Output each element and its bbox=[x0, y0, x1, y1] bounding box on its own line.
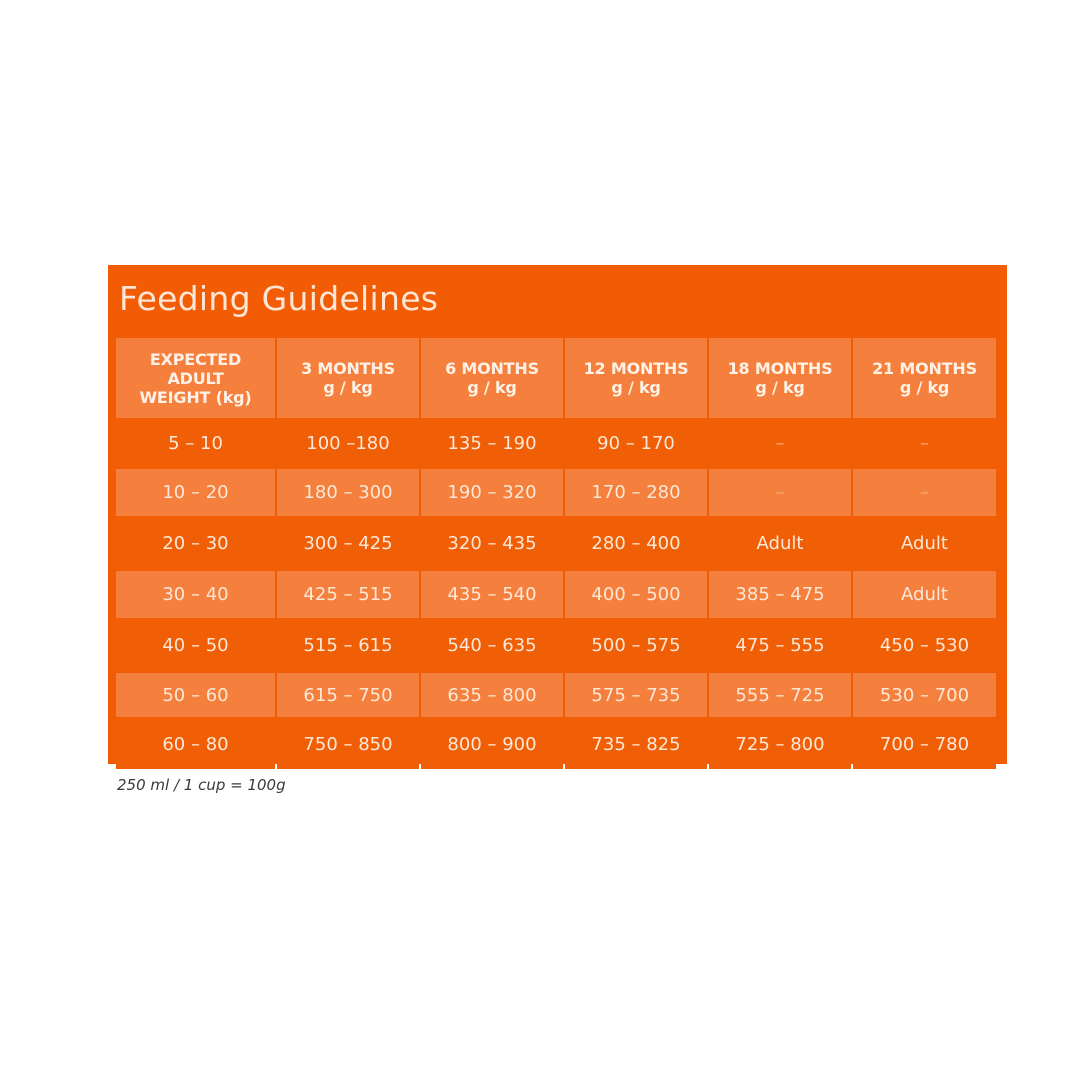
table-row-weight-cell: 30 – 40 bbox=[116, 571, 275, 618]
table-row-weight-cell: 50 – 60 bbox=[116, 673, 275, 717]
table-header-cell bbox=[709, 338, 851, 418]
table-header-line: 12 MONTHS bbox=[583, 359, 689, 378]
table-header-cell bbox=[421, 338, 563, 418]
table-header-line: g / kg bbox=[899, 378, 950, 397]
table-header-line: g / kg bbox=[323, 378, 373, 397]
table-cell: 635 – 800 bbox=[421, 673, 563, 717]
table-header-cell bbox=[116, 338, 275, 418]
table-header-cell bbox=[565, 338, 707, 418]
table-header-line: g / kg bbox=[611, 378, 661, 397]
table-cell: 575 – 735 bbox=[565, 673, 707, 717]
table-cell: 555 – 725 bbox=[709, 673, 851, 717]
table-cell: 400 – 500 bbox=[565, 571, 707, 618]
table-row-weight-cell: 5 – 10 bbox=[116, 420, 275, 467]
table-row-weight-cell: 60 – 80 bbox=[116, 719, 275, 769]
table-cell: 190 – 320 bbox=[421, 469, 563, 516]
table-header-line: 21 MONTHS bbox=[872, 359, 977, 378]
table-cell: 475 – 555 bbox=[709, 620, 851, 671]
table-header-line: ADULT bbox=[167, 368, 224, 388]
table-cell: – bbox=[709, 420, 851, 467]
feeding-guidelines-panel bbox=[108, 265, 1007, 764]
table-cell: 385 – 475 bbox=[709, 571, 851, 618]
table-header-line: 6 MONTHS bbox=[445, 359, 539, 378]
table-cell: Adult bbox=[853, 518, 996, 569]
table-cell: 750 – 850 bbox=[277, 719, 419, 769]
table-header-line: WEIGHT (kg) bbox=[139, 387, 252, 407]
table-cell: 450 – 530 bbox=[853, 620, 996, 671]
table-header-line: EXPECTED bbox=[149, 349, 242, 369]
table-cell: Adult bbox=[709, 518, 851, 569]
panel-title: Feeding Guidelines bbox=[119, 279, 439, 318]
table-cell: 180 – 300 bbox=[277, 469, 419, 516]
table-cell: 280 – 400 bbox=[565, 518, 707, 569]
table-header-line: g / kg bbox=[467, 378, 517, 397]
table-cell: 530 – 700 bbox=[853, 673, 996, 717]
table-header-line: 3 MONTHS bbox=[301, 359, 395, 378]
table-cell: 800 – 900 bbox=[421, 719, 563, 769]
table-cell: – bbox=[853, 469, 996, 516]
table-cell: 300 – 425 bbox=[277, 518, 419, 569]
table-cell: 435 – 540 bbox=[421, 571, 563, 618]
table-cell: 540 – 635 bbox=[421, 620, 563, 671]
table-cell: 170 – 280 bbox=[565, 469, 707, 516]
table-cell: Adult bbox=[853, 571, 996, 618]
table-cell: 90 – 170 bbox=[565, 420, 707, 467]
table-cell: 735 – 825 bbox=[565, 719, 707, 769]
table-row-weight-cell: 40 – 50 bbox=[116, 620, 275, 671]
table-header-line: g / kg bbox=[755, 378, 805, 397]
table-cell: – bbox=[709, 469, 851, 516]
table-cell: 320 – 435 bbox=[421, 518, 563, 569]
table-cell: 100 –180 bbox=[277, 420, 419, 467]
table-row-weight-cell: 10 – 20 bbox=[116, 469, 275, 516]
table-header-line: 18 MONTHS bbox=[727, 359, 833, 378]
feeding-table bbox=[116, 338, 998, 762]
table-cell: 700 – 780 bbox=[853, 719, 996, 769]
table-cell: – bbox=[853, 420, 996, 467]
footnote: 250 ml / 1 cup = 100g bbox=[117, 776, 286, 794]
table-header-cell bbox=[853, 338, 996, 418]
table-header-cell bbox=[277, 338, 419, 418]
table-cell: 615 – 750 bbox=[277, 673, 419, 717]
table-cell: 725 – 800 bbox=[709, 719, 851, 769]
table-cell: 500 – 575 bbox=[565, 620, 707, 671]
table-row-weight-cell: 20 – 30 bbox=[116, 518, 275, 569]
table-cell: 425 – 515 bbox=[277, 571, 419, 618]
table-cell: 135 – 190 bbox=[421, 420, 563, 467]
table-cell: 515 – 615 bbox=[277, 620, 419, 671]
